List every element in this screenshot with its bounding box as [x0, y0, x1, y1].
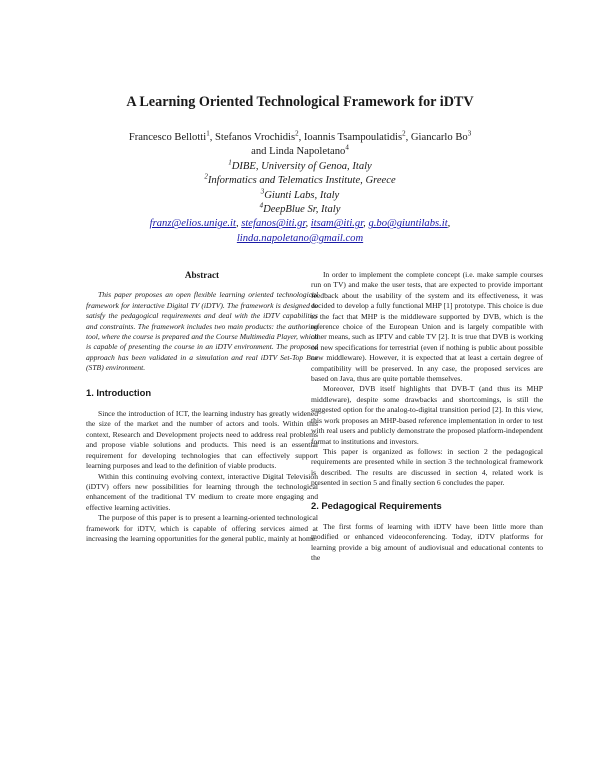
abstract-heading: Abstract	[184, 270, 220, 280]
affiliation-sup: 4	[259, 201, 264, 210]
author-sup: 4	[345, 143, 349, 152]
author-sep: ,	[405, 132, 411, 143]
affiliation-text: DIBE, University of Genoa, Italy	[231, 160, 372, 172]
abstract-text: This paper proposes an open flexible learning oriented technological framework for interactive Digital TV (iDTV). The framework is designed to satisfy the pedagogical requirements and deal with the iDTV capabilities and constraints. The framework includes two main products: the authoring tool, where the course is prepared and the Course Multimedia Player, which is capable of presenting the course in an iDTV environment. The proposed approach has been validated in a simulation and real iDTV Set-Top Box (STB) environment.	[86, 290, 318, 373]
paragraph: Moreover, DVB itself highlights that DVB-T (and thus its MHP middleware), despite some drawbacks and shortcomings, is still the suggested option for the analog-to-digital transition period [2]. In this view, this work proposes an MHP-based reference implementation in order to test with real users and publicly demonstrate the proposed platform-independent format to institutions and investors.	[311, 384, 543, 446]
author-name: Giancarlo Bo	[410, 132, 468, 143]
section-heading-pedagogical: 2. Pedagogical Requirements	[311, 499, 442, 511]
email-link[interactable]: linda.napoletano@gmail.com	[236, 232, 364, 244]
email-link[interactable]: franz@elios.unige.it	[149, 218, 236, 230]
author-sup: 2	[295, 129, 299, 138]
email-list: franz@elios.unige.it, stefanos@iti.gr, itsam@iti.gr, g.bo@giuntilabs.it,	[149, 218, 451, 230]
email-link[interactable]: g.bo@giuntilabs.it	[368, 218, 448, 230]
affiliation-sup: 2	[204, 172, 208, 181]
affiliation-sup: 1	[228, 158, 232, 167]
affiliation	[90, 160, 510, 174]
affiliation	[90, 189, 510, 203]
affiliation-sup: 3	[260, 187, 265, 196]
left-column	[86, 270, 318, 544]
email-link[interactable]: itsam@iti.gr	[310, 218, 364, 230]
author-name: Francesco Bellotti	[128, 132, 207, 143]
section-heading-introduction: 1. Introduction	[86, 386, 152, 398]
author-sup: 3	[467, 129, 472, 138]
paragraph: Since the introduction of ICT, the learning industry has greatly widened the size of the market and the number of actors and tools. Within this context, Research and Development projects need to address real problems and propose viable solutions and products. This need is an essential requirement for developing technologies that can effectively support learning purposes and lead to the definition of viable products.	[86, 409, 318, 471]
paragraph: This paper is organized as follows: in section 2 the pedagogical requirements are presented while in section 3 the technological framework is described. The results are discussed in section 4, related work is presented in section 5 and finally section 6 concludes the paper.	[311, 446, 543, 488]
author-prefix: and	[251, 146, 270, 158]
author-name: Ioannis Tsampoulatidis	[303, 132, 403, 143]
author-name: Linda Napoletano	[269, 146, 346, 158]
author-sep: ,	[209, 132, 215, 143]
author-block	[90, 131, 510, 246]
paper-title: A Learning Oriented Technological Framework for iDTV	[126, 94, 474, 110]
affiliation-text: Informatics and Telematics Institute, Greece	[207, 175, 396, 187]
author-sep: ,	[298, 132, 304, 143]
email-link[interactable]: stefanos@iti.gr	[241, 218, 306, 230]
affiliation-text: DeepBlue Sr, Italy	[263, 204, 341, 216]
paragraph: The purpose of this paper is to present a learning-oriented technological framework for iDTV, which is capable of offering services aimed at increasing the learning opportunities for the general public, mainly at home.	[86, 513, 318, 543]
paragraph: In order to implement the complete concept (i.e. make sample courses run on TV) and make the user tests, that are expected to provide important feedback about the usability of the system and its effectiveness, it was decided to develop a fully functional MHP [1] prototype. This choice is due to the fact that MHP is the middleware supported by DVB, which is the reference choice of the European Union and is largely compatible with other means, such as IPTV and cable TV [2]. It is true that DVB is working on new specifications for terrestrial (even if nothing is public about possible new middleware). However, it is expected that at least a certain degree of compatibility will be preserved. In any case, the proposed services are based on Java, thus are quite portable themselves.	[311, 270, 543, 384]
author-line-2	[90, 145, 510, 159]
author-sup: 1	[206, 129, 210, 138]
paragraph: Within this continuing evolving context, interactive Digital Television (iDTV) offers new possibilities for learning through the technological enhancement of the traditional TV medium to create more engaging and effective learning activities.	[86, 471, 318, 512]
affiliation	[90, 203, 510, 217]
email-list-line-2	[90, 232, 510, 246]
author-sup: 2	[402, 129, 406, 138]
affiliation-text: Giunti Labs, Italy	[264, 189, 340, 201]
right-column	[311, 270, 543, 564]
affiliation	[90, 174, 510, 188]
paragraph: The first forms of learning with iDTV have been little more than modified or enhanced videoconferencing. Today, iDTV platforms for learning provide a big amount of audiovisual and educational contents to the	[311, 521, 543, 563]
author-line-1	[90, 131, 510, 145]
author-name: Stefanos Vrochidis	[214, 132, 296, 143]
